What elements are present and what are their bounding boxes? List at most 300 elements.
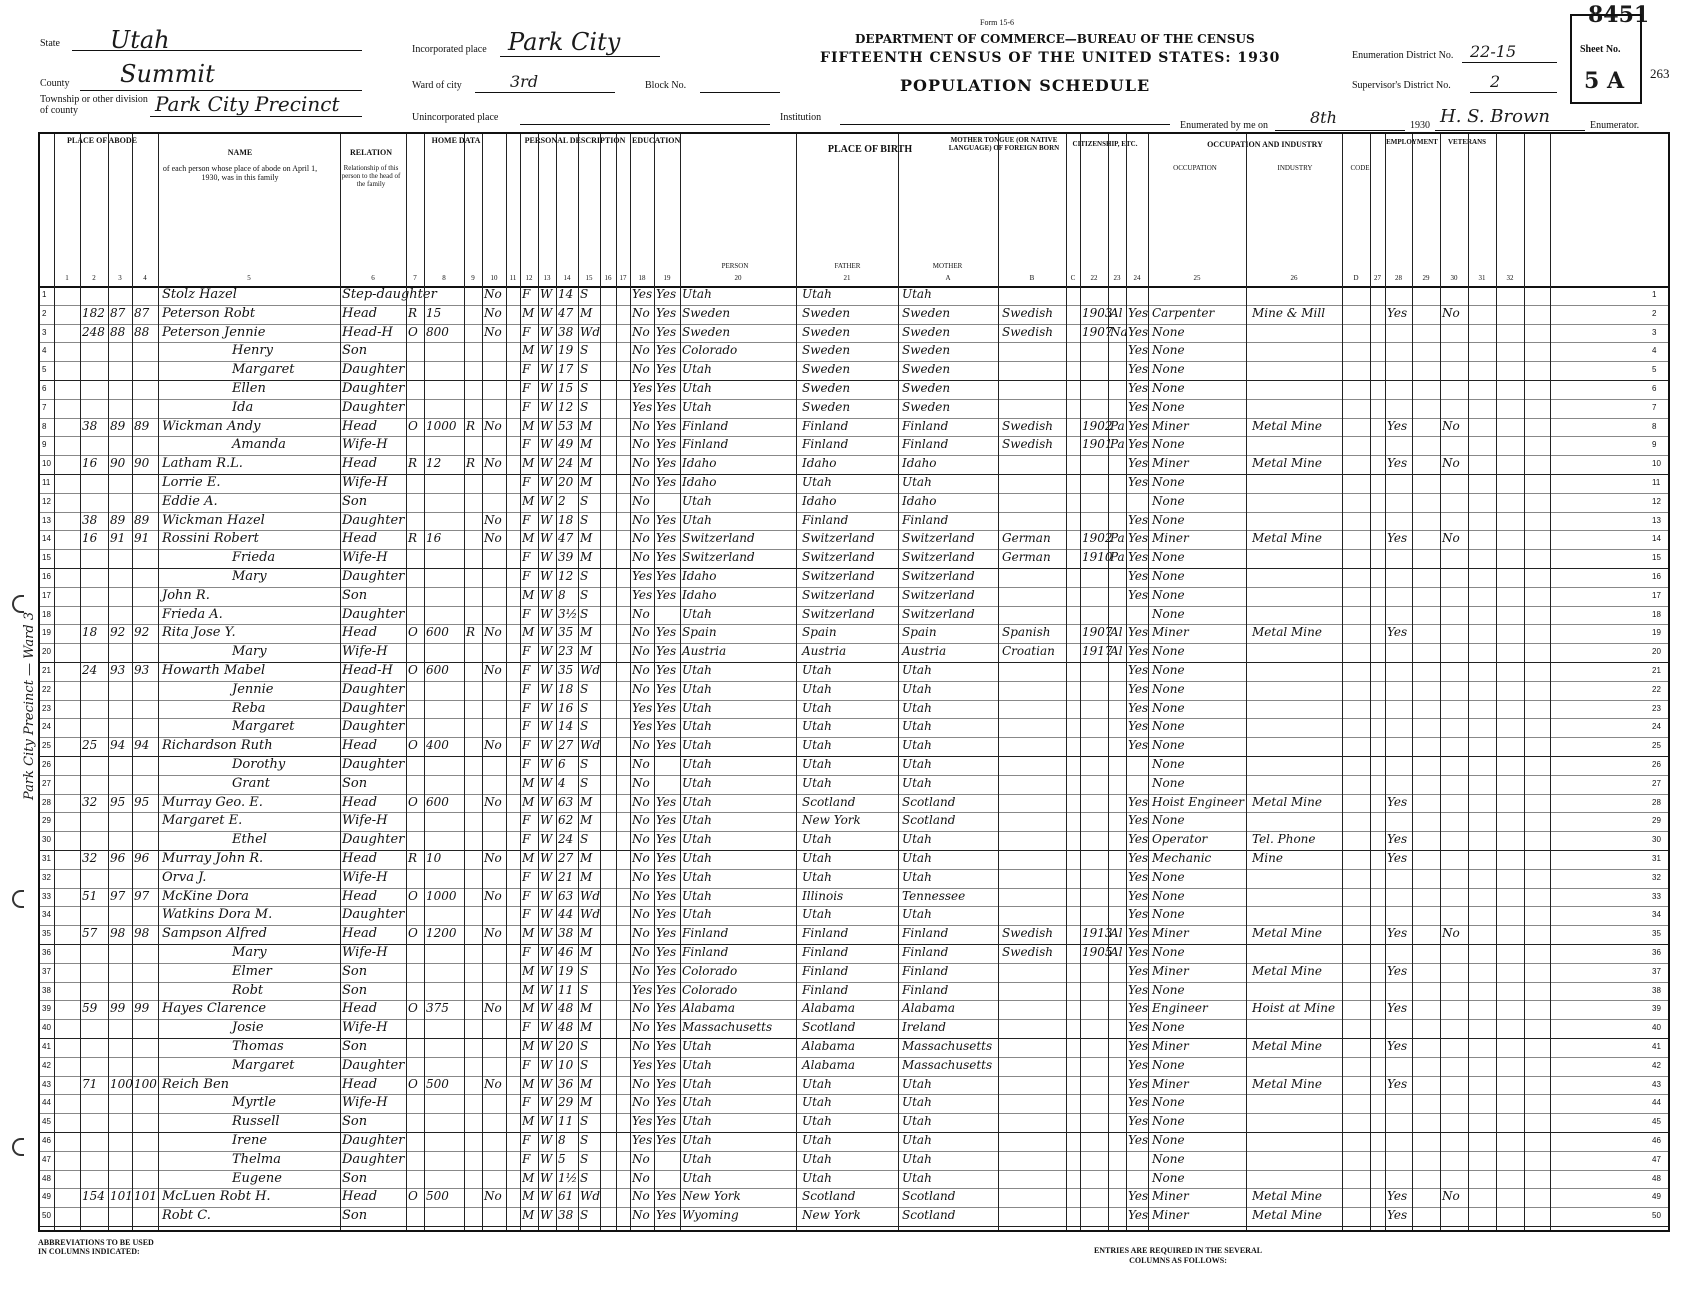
house-number: 154 xyxy=(82,1189,105,1204)
line-number: 12 xyxy=(42,496,51,506)
age: 21 xyxy=(558,869,574,884)
person-name: Robt xyxy=(232,982,264,998)
read-write: Yes xyxy=(656,399,677,414)
veteran: No xyxy=(1442,418,1460,433)
attended-school: No xyxy=(632,869,650,884)
column-number: 20 xyxy=(734,274,742,282)
sex: M xyxy=(522,794,535,809)
column-rule xyxy=(1550,134,1551,1230)
birthplace-person: Utah xyxy=(682,1039,712,1053)
speaks-english: Yes xyxy=(1128,681,1149,696)
age: 24 xyxy=(558,832,574,847)
birthplace-mother: Idaho xyxy=(902,493,937,508)
speaks-english: Yes xyxy=(1128,569,1149,583)
supervisor-value: 2 xyxy=(1490,72,1501,91)
veteran: No xyxy=(1442,456,1460,471)
birthplace-father: Scotland xyxy=(802,1020,856,1035)
head-industry: INDUSTRY xyxy=(1277,164,1313,172)
sex: M xyxy=(522,1170,535,1185)
relation: Head xyxy=(342,888,378,904)
read-write: Yes xyxy=(656,362,677,377)
township-label: Township or other division of county xyxy=(40,94,148,116)
marital-condition: S xyxy=(580,757,589,771)
age: 19 xyxy=(558,963,574,978)
occupation: None xyxy=(1152,569,1185,583)
race: W xyxy=(540,869,553,884)
birthplace-person: Utah xyxy=(682,1057,712,1072)
relation: Daughter xyxy=(342,832,405,848)
sex: F xyxy=(522,362,531,377)
stamp-number: 8451 xyxy=(1588,2,1650,28)
occupation: None xyxy=(1152,888,1185,903)
speaks-english: Yes xyxy=(1128,1095,1149,1110)
marital-condition: S xyxy=(580,700,589,715)
census-title: FIFTEENTH CENSUS OF THE UNITED STATES: 1930 xyxy=(820,50,1281,66)
age: 1½ xyxy=(558,1170,578,1185)
dwelling-number: 90 xyxy=(110,456,126,471)
attended-school: Yes xyxy=(632,1133,653,1147)
home-value: 16 xyxy=(426,531,442,546)
table-row xyxy=(40,1170,1668,1190)
home-value: 600 xyxy=(426,663,449,677)
mother-tongue: Swedish xyxy=(1002,945,1053,959)
occupation: None xyxy=(1152,324,1185,339)
person-name: McKine Dora xyxy=(162,888,249,904)
birthplace-mother: Utah xyxy=(902,907,932,922)
birthplace-mother: Utah xyxy=(902,1151,932,1166)
birthplace-mother: Finland xyxy=(902,926,949,941)
marital-condition: S xyxy=(580,1039,589,1053)
marital-condition: S xyxy=(580,362,589,377)
sex: F xyxy=(522,644,531,659)
column-rule xyxy=(54,134,55,1230)
marital-condition: S xyxy=(580,963,589,978)
relation: Son xyxy=(342,775,368,791)
line-number: 19 xyxy=(42,628,51,638)
column-rule xyxy=(538,134,539,1230)
column-number: 32 xyxy=(1506,274,1514,282)
table-row xyxy=(40,493,1668,513)
column-number: 18 xyxy=(638,274,646,282)
occupation: None xyxy=(1152,1133,1185,1147)
race: W xyxy=(540,738,553,753)
punch-hole xyxy=(12,595,24,613)
radio-set: R xyxy=(466,418,476,433)
enumerated-year: 1930 xyxy=(1410,120,1430,131)
home-value: 500 xyxy=(426,1189,449,1204)
column-number: 30 xyxy=(1450,274,1458,282)
table-row xyxy=(40,380,1668,400)
birthplace-father: Sweden xyxy=(802,305,851,320)
line-number: 28 xyxy=(42,797,51,807)
read-write: Yes xyxy=(656,1208,677,1223)
birthplace-person: Finland xyxy=(682,437,729,452)
birthplace-person: Utah xyxy=(682,813,712,828)
mother-tongue: Swedish xyxy=(1002,926,1053,941)
birthplace-father: Scotland xyxy=(802,1189,856,1204)
marital-condition: M xyxy=(580,437,593,452)
enum-district-label: Enumeration District No. xyxy=(1352,50,1454,61)
family-number: 97 xyxy=(134,888,150,903)
occupation: None xyxy=(1152,719,1185,734)
line-number: 18 xyxy=(42,609,51,619)
line-number: 6 xyxy=(42,384,47,393)
birthplace-mother: Switzerland xyxy=(902,550,975,565)
home-value: 1000 xyxy=(426,418,457,433)
age: 39 xyxy=(558,550,574,565)
line-number: 50 xyxy=(42,1211,51,1221)
column-rule xyxy=(898,134,899,1230)
age: 46 xyxy=(558,945,574,959)
relation: Son xyxy=(342,493,368,509)
employed: Yes xyxy=(1387,625,1408,640)
person-name: Ethel xyxy=(232,832,267,848)
industry: Tel. Phone xyxy=(1252,832,1316,847)
sex: M xyxy=(522,982,535,997)
person-name: Murray John R. xyxy=(162,851,264,866)
race: W xyxy=(540,775,553,790)
naturalization: Al xyxy=(1110,625,1123,640)
marital-condition: M xyxy=(580,813,593,828)
birthplace-mother: Austria xyxy=(902,644,947,659)
race: W xyxy=(540,1095,553,1110)
marital-condition: S xyxy=(580,1114,589,1129)
relation: Son xyxy=(342,587,368,603)
occupation: Miner xyxy=(1152,456,1189,471)
birthplace-father: Switzerland xyxy=(802,550,875,565)
column-number: 19 xyxy=(663,274,671,282)
line-number: 46 xyxy=(42,1136,51,1145)
birthplace-mother: Tennessee xyxy=(902,888,966,903)
table-row xyxy=(40,737,1668,757)
industry: Mine xyxy=(1252,851,1283,865)
line-number-right: 31 xyxy=(1652,854,1661,863)
relation: Head xyxy=(342,738,378,754)
attended-school: No xyxy=(632,343,650,358)
read-write: Yes xyxy=(656,1039,677,1053)
sex: F xyxy=(522,757,531,771)
line-number-right: 39 xyxy=(1652,1004,1661,1014)
marital-condition: S xyxy=(580,587,589,602)
sex: M xyxy=(522,1076,535,1091)
race: W xyxy=(540,381,553,395)
line-number: 45 xyxy=(42,1117,51,1127)
race: W xyxy=(540,982,553,997)
table-row xyxy=(40,831,1668,851)
column-rule xyxy=(1412,134,1413,1230)
relation: Wife-H xyxy=(342,869,388,885)
line-number-right: 46 xyxy=(1652,1136,1661,1145)
enumerator-label: Enumerator. xyxy=(1590,120,1640,131)
relation: Wife-H xyxy=(342,644,388,660)
birthplace-father: Utah xyxy=(802,719,832,734)
age: 6 xyxy=(558,757,566,771)
occupation: None xyxy=(1152,907,1185,922)
birthplace-father: Sweden xyxy=(802,362,851,377)
mother-tongue: Croatian xyxy=(1002,644,1055,659)
occupation: None xyxy=(1152,343,1185,358)
line-number: 43 xyxy=(42,1079,51,1089)
house-number: 25 xyxy=(82,738,98,753)
speaks-english: Yes xyxy=(1128,813,1149,828)
birthplace-person: Finland xyxy=(682,926,729,941)
read-write: Yes xyxy=(656,813,677,828)
birthplace-person: Utah xyxy=(682,399,712,414)
line-number: 14 xyxy=(42,534,51,544)
column-number: A xyxy=(945,274,951,282)
birthplace-father: Idaho xyxy=(802,493,837,508)
person-name: Frieda xyxy=(232,550,276,566)
sex: M xyxy=(522,343,535,358)
relation: Head xyxy=(342,418,378,434)
column-number: 12 xyxy=(525,274,533,282)
institution-label: Institution xyxy=(780,112,822,123)
birthplace-father: Finland xyxy=(802,926,849,941)
birthplace-person: Idaho xyxy=(682,587,717,602)
speaks-english: Yes xyxy=(1128,963,1149,978)
table-row xyxy=(40,850,1668,870)
birthplace-mother: Utah xyxy=(902,1170,932,1185)
table-row xyxy=(40,643,1668,663)
home-value: 1200 xyxy=(426,926,457,941)
attended-school: No xyxy=(632,437,650,452)
birthplace-father: Utah xyxy=(802,663,832,677)
family-number: 91 xyxy=(134,531,150,546)
line-number-right: 14 xyxy=(1652,534,1661,544)
relation: Head xyxy=(342,1001,378,1017)
line-number-right: 34 xyxy=(1652,910,1661,920)
race: W xyxy=(540,531,553,546)
read-write: Yes xyxy=(656,869,677,884)
race: W xyxy=(540,907,553,922)
read-write: Yes xyxy=(656,418,677,433)
age: 2 xyxy=(558,493,566,508)
relation: Head xyxy=(342,625,378,641)
read-write: Yes xyxy=(656,512,677,527)
ward-rule xyxy=(475,92,615,93)
age: 62 xyxy=(558,813,574,828)
marital-condition: S xyxy=(580,832,589,847)
column-number: 28 xyxy=(1395,274,1402,282)
employed: Yes xyxy=(1387,531,1408,546)
column-rule xyxy=(680,134,681,1230)
line-number-right: 1 xyxy=(1652,290,1657,299)
veteran: No xyxy=(1442,305,1460,320)
marital-condition: Wd xyxy=(580,324,601,339)
house-number: 32 xyxy=(82,851,98,865)
line-number-right: 26 xyxy=(1652,760,1661,769)
birthplace-person: Finland xyxy=(682,418,729,433)
column-rule xyxy=(464,134,465,1230)
occupation: Hoist Engineer xyxy=(1152,794,1244,809)
group-citizenship: CITIZENSHIP, ETC. xyxy=(1072,140,1138,148)
naturalization: Al xyxy=(1110,926,1123,941)
industry: Metal Mine xyxy=(1252,1076,1322,1091)
column-rule xyxy=(654,134,655,1230)
home-value: 500 xyxy=(426,1076,449,1091)
line-number: 8 xyxy=(42,421,47,431)
farm: No xyxy=(484,305,502,320)
race: W xyxy=(540,926,553,941)
sheet-box xyxy=(1570,14,1642,104)
naturalization: Al xyxy=(1110,945,1123,959)
occupation: None xyxy=(1152,700,1185,715)
birthplace-father: Finland xyxy=(802,418,849,433)
person-name: Rita Jose Y. xyxy=(162,625,236,641)
line-number: 16 xyxy=(42,572,51,581)
birthplace-person: Wyoming xyxy=(682,1208,739,1223)
line-number: 13 xyxy=(42,515,51,525)
race: W xyxy=(540,324,553,339)
marital-condition: M xyxy=(580,625,593,640)
line-number-right: 33 xyxy=(1652,891,1661,901)
speaks-english: Yes xyxy=(1128,644,1149,659)
birthplace-person: Colorado xyxy=(682,963,738,978)
relation: Step-daughter xyxy=(342,287,437,302)
birthplace-mother: Ireland xyxy=(902,1020,946,1035)
line-number: 29 xyxy=(42,816,51,826)
birthplace-mother: Finland xyxy=(902,945,949,959)
sex: M xyxy=(522,1001,535,1016)
occupation: None xyxy=(1152,550,1185,565)
relation: Wife-H xyxy=(342,945,388,960)
relation: Daughter xyxy=(342,1151,405,1167)
speaks-english: Yes xyxy=(1128,625,1149,640)
veteran: No xyxy=(1442,1189,1460,1204)
line-number-right: 13 xyxy=(1652,515,1661,525)
table-row xyxy=(40,342,1668,362)
age: 38 xyxy=(558,926,574,941)
table-row xyxy=(40,1207,1668,1227)
enum-district-value: 22-15 xyxy=(1470,42,1517,61)
relation: Daughter xyxy=(342,399,405,415)
person-name: Peterson Robt xyxy=(162,305,256,321)
attended-school: Yes xyxy=(632,381,653,395)
line-number: 2 xyxy=(42,308,47,318)
dwelling-number: 96 xyxy=(110,851,126,865)
column-rule xyxy=(158,134,159,1230)
birthplace-mother: Utah xyxy=(902,700,932,715)
house-number: 38 xyxy=(82,512,98,527)
marital-condition: M xyxy=(580,851,593,865)
occupation: None xyxy=(1152,399,1185,414)
birthplace-mother: Utah xyxy=(902,757,932,771)
birthplace-mother: Switzerland xyxy=(902,587,975,602)
line-number-right: 20 xyxy=(1652,647,1661,657)
speaks-english: Yes xyxy=(1128,794,1149,809)
attended-school: No xyxy=(632,663,650,677)
farm: No xyxy=(484,418,502,433)
age: 44 xyxy=(558,907,574,922)
occupation: None xyxy=(1152,1151,1185,1166)
industry: Metal Mine xyxy=(1252,1039,1322,1053)
attended-school: No xyxy=(632,1189,650,1204)
occupation: None xyxy=(1152,757,1185,771)
birthplace-father: Switzerland xyxy=(802,606,875,621)
read-write: Yes xyxy=(656,907,677,922)
sex: F xyxy=(522,813,531,828)
attended-school: No xyxy=(632,362,650,377)
sex: M xyxy=(522,775,535,790)
family-number: 100 xyxy=(134,1076,157,1091)
table-row xyxy=(40,963,1668,983)
read-write: Yes xyxy=(656,550,677,565)
birthplace-father: Utah xyxy=(802,775,832,790)
relation: Daughter xyxy=(342,700,405,716)
industry: Metal Mine xyxy=(1252,456,1322,471)
attended-school: Yes xyxy=(632,1057,653,1072)
attended-school: No xyxy=(632,1208,650,1223)
group-mother-tongue: MOTHER TONGUE (OR NATIVE LANGUAGE) OF FOREIGN BORN xyxy=(948,136,1060,152)
home-owned: O xyxy=(408,1189,418,1204)
birthplace-father: Alabama xyxy=(802,1039,856,1053)
birthplace-person: Idaho xyxy=(682,475,717,489)
attended-school: No xyxy=(632,1020,650,1035)
read-write: Yes xyxy=(656,343,677,358)
sex: F xyxy=(522,1057,531,1072)
sex: M xyxy=(522,456,535,471)
speaks-english: Yes xyxy=(1128,343,1149,358)
marital-condition: Wd xyxy=(580,663,601,677)
birthplace-mother: Massachusetts xyxy=(902,1039,993,1053)
relation: Son xyxy=(342,963,368,979)
speaks-english: Yes xyxy=(1128,1076,1149,1091)
birthplace-mother: Utah xyxy=(902,775,932,790)
occupation: None xyxy=(1152,982,1185,997)
attended-school: No xyxy=(632,512,650,527)
column-rule xyxy=(796,134,797,1230)
home-value: 600 xyxy=(426,794,449,809)
occupation: None xyxy=(1152,644,1185,659)
age: 63 xyxy=(558,794,574,809)
column-number: 31 xyxy=(1478,274,1486,282)
punch-hole xyxy=(12,890,24,908)
sheet-label: Sheet No. xyxy=(1580,44,1621,55)
race: W xyxy=(540,945,553,959)
column-number: 6 xyxy=(371,274,375,282)
line-number-right: 32 xyxy=(1652,872,1661,882)
family-number: 92 xyxy=(134,625,150,640)
table-row xyxy=(40,418,1668,438)
birthplace-father: Switzerland xyxy=(802,587,875,602)
table-row xyxy=(40,436,1668,456)
line-number-right: 7 xyxy=(1652,402,1657,412)
birthplace-person: Utah xyxy=(682,1095,712,1110)
employed: Yes xyxy=(1387,963,1408,978)
column-number: 11 xyxy=(509,274,517,282)
read-write: Yes xyxy=(656,587,677,602)
head-person: PERSON xyxy=(721,262,749,270)
table-row xyxy=(40,1132,1668,1152)
birthplace-person: Colorado xyxy=(682,982,738,997)
employed: Yes xyxy=(1387,926,1408,941)
home-value: 10 xyxy=(426,851,442,865)
line-number: 1 xyxy=(42,290,47,299)
column-number: 7 xyxy=(413,274,417,282)
table-row xyxy=(40,455,1668,475)
age: 18 xyxy=(558,512,574,527)
sex: F xyxy=(522,550,531,565)
birthplace-person: Utah xyxy=(682,1151,712,1166)
veteran: No xyxy=(1442,531,1460,546)
line-number: 20 xyxy=(42,647,51,657)
table-row xyxy=(40,944,1668,964)
house-number: 32 xyxy=(82,794,98,809)
relation: Wife-H xyxy=(342,1020,388,1036)
column-rule xyxy=(630,134,631,1230)
immigration-year: 1902 xyxy=(1082,418,1113,433)
supervisor-rule xyxy=(1470,92,1557,93)
